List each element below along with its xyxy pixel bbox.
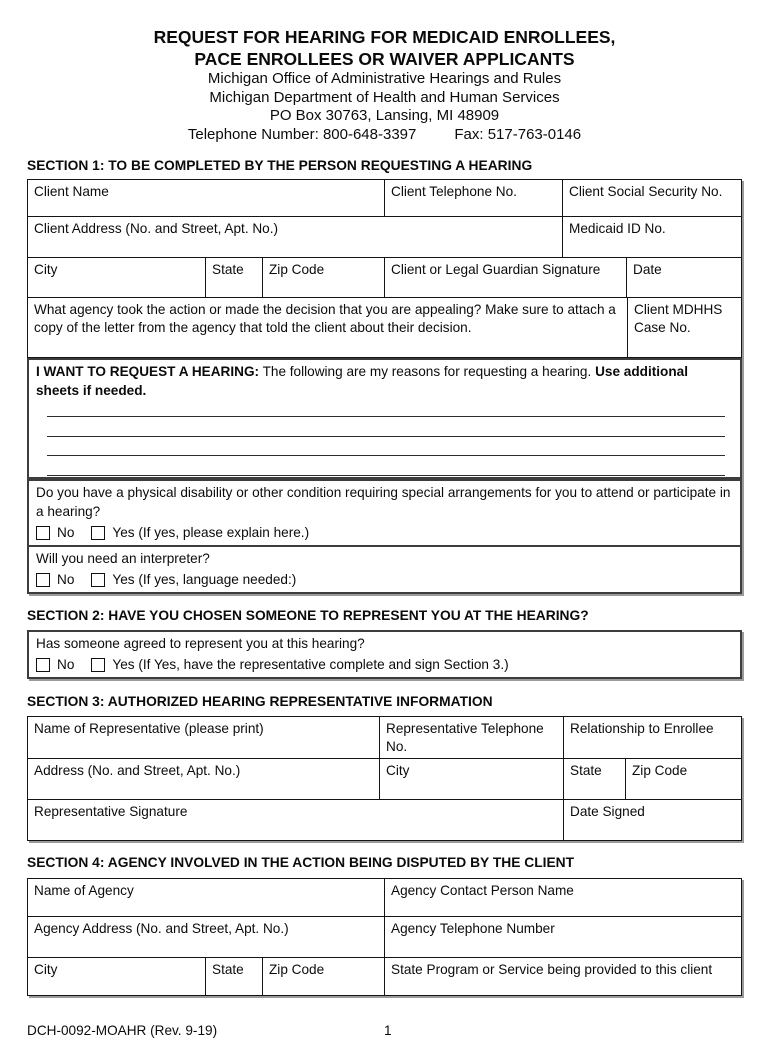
representation-answer-row — [36, 655, 733, 674]
label-agency-city: City — [34, 962, 58, 977]
cell-zip[interactable] — [263, 258, 385, 297]
hearing-reasons-text — [29, 360, 740, 403]
disability-question-block — [29, 481, 740, 547]
label-rep-telephone: Representative Telephone No. — [386, 721, 544, 754]
page-footer — [27, 1023, 742, 1038]
label-agency-state: State — [212, 962, 244, 977]
issuing-department: Michigan Department of Health and Human Services — [209, 88, 560, 106]
cell-city[interactable] — [28, 258, 206, 297]
section2-title: SECTION 2: HAVE YOU CHOSEN SOMEONE TO REPRESENT YOU AT THE HEARING? — [27, 608, 589, 623]
disability-yes-label: Yes (If yes, please explain here.) — [112, 525, 310, 540]
interpreter-yes-checkbox[interactable] — [91, 573, 105, 587]
label-agency-zip: Zip Code — [269, 962, 325, 977]
cell-client-ssn[interactable] — [563, 180, 741, 216]
cell-agency-state[interactable] — [206, 958, 263, 995]
table-row — [28, 759, 741, 800]
page-number: 1 — [384, 1023, 392, 1038]
section1-title: SECTION 1: TO BE COMPLETED BY THE PERSON REQUESTING A HEARING — [27, 158, 533, 173]
cell-date-signed[interactable] — [564, 800, 741, 840]
representation-no-label: No — [57, 657, 75, 672]
cell-rep-zip[interactable] — [626, 759, 741, 799]
label-relationship: Relationship to Enrollee — [570, 721, 714, 736]
fax-number: Fax: 517-763-0146 — [454, 125, 582, 143]
label-date-signed: Date Signed — [570, 804, 645, 819]
table-row — [28, 217, 741, 258]
cell-mdhhs-case-no[interactable] — [628, 298, 741, 357]
label-city: City — [34, 262, 58, 277]
cell-rep-address[interactable] — [28, 759, 380, 799]
table-row — [28, 298, 741, 357]
interpreter-no-checkbox[interactable] — [36, 573, 50, 587]
label-rep-state: State — [570, 763, 602, 778]
disability-question: Do you have a physical disability or other condition requiring special arrangements for you to attend or participate in a hearing? — [36, 485, 731, 519]
label-mdhhs-case-no: Client MDHHS Case No. — [634, 302, 723, 335]
telephone-number: Telephone Number: 800-648-3397 — [187, 125, 417, 143]
label-guardian-signature: Client or Legal Guardian Signature — [391, 262, 601, 277]
interpreter-question-block — [29, 547, 740, 592]
label-state-program: State Program or Service being provided to this client — [391, 962, 713, 977]
label-state: State — [212, 262, 244, 277]
cell-agency-question[interactable] — [28, 298, 628, 357]
cell-rep-state[interactable] — [564, 759, 626, 799]
label-rep-signature: Representative Signature — [34, 804, 188, 819]
cell-relationship[interactable] — [564, 717, 741, 758]
label-agency-telephone: Agency Telephone Number — [391, 921, 555, 936]
disability-no-checkbox[interactable] — [36, 526, 50, 540]
table-row — [28, 917, 741, 958]
representation-yes-label: Yes (If Yes, have the representative complete and sign Section 3.) — [112, 657, 509, 672]
interpreter-question: Will you need an interpreter? — [36, 551, 210, 566]
section1-table — [27, 179, 742, 358]
cell-state-program[interactable] — [385, 958, 741, 995]
cell-agency-telephone[interactable] — [385, 917, 741, 957]
table-row — [28, 879, 741, 917]
section4-title: SECTION 4: AGENCY INVOLVED IN THE ACTION BEING DISPUTED BY THE CLIENT — [27, 855, 575, 870]
label-agency-question: What agency took the action or made the decision that you are appealing? Make sure to attach a copy of the letter from the agency that told the client about their decision. — [34, 302, 616, 335]
label-agency-name: Name of Agency — [34, 883, 134, 898]
disability-yes-checkbox[interactable] — [91, 526, 105, 540]
label-zip: Zip Code — [269, 262, 325, 277]
cell-guardian-signature[interactable] — [385, 258, 627, 297]
cell-client-name[interactable] — [28, 180, 385, 216]
label-client-telephone: Client Telephone No. — [391, 184, 517, 199]
disability-answer-row — [36, 523, 733, 542]
cell-state[interactable] — [206, 258, 263, 297]
writing-line[interactable] — [47, 475, 725, 476]
label-agency-address: Agency Address (No. and Street, Apt. No.) — [34, 921, 289, 936]
label-rep-zip: Zip Code — [632, 763, 688, 778]
label-rep-name: Name of Representative (please print) — [34, 721, 264, 736]
interpreter-no-label: No — [57, 572, 75, 587]
label-medicaid-id: Medicaid ID No. — [569, 221, 666, 236]
section4-table — [27, 878, 742, 996]
label-client-ssn: Client Social Security No. — [569, 184, 723, 199]
table-row — [28, 717, 741, 759]
cell-agency-contact[interactable] — [385, 879, 741, 916]
cell-agency-address[interactable] — [28, 917, 385, 957]
hearing-reasons-tail: Use additional sheets if needed. — [36, 364, 688, 398]
form-number: DCH-0092-MOAHR (Rev. 9-19) — [27, 1023, 218, 1038]
cell-agency-city[interactable] — [28, 958, 206, 995]
representation-no-checkbox[interactable] — [36, 658, 50, 672]
hearing-reasons-lead: I WANT TO REQUEST A HEARING: — [36, 364, 260, 379]
form-title-line2: PACE ENROLLEES OR WAIVER APPLICANTS — [194, 49, 575, 69]
section3-table — [27, 716, 742, 841]
label-rep-address: Address (No. and Street, Apt. No.) — [34, 763, 241, 778]
cell-rep-signature[interactable] — [28, 800, 564, 840]
label-client-address: Client Address (No. and Street, Apt. No.) — [34, 221, 279, 236]
mailing-address: PO Box 30763, Lansing, MI 48909 — [269, 107, 500, 124]
cell-rep-city[interactable] — [380, 759, 564, 799]
issuing-office: Michigan Office of Administrative Hearings and Rules — [207, 70, 562, 87]
table-row — [28, 958, 741, 995]
writing-line[interactable] — [47, 436, 725, 437]
contact-line — [27, 126, 742, 145]
table-row — [28, 258, 741, 298]
cell-medicaid-id[interactable] — [563, 217, 741, 257]
cell-agency-zip[interactable] — [263, 958, 385, 995]
disability-no-label: No — [57, 525, 75, 540]
representation-question-block — [29, 632, 740, 677]
representation-yes-checkbox[interactable] — [91, 658, 105, 672]
table-row — [28, 180, 741, 217]
label-client-name: Client Name — [34, 184, 109, 199]
label-rep-city: City — [386, 763, 410, 778]
interpreter-yes-label: Yes (If yes, language needed:) — [112, 572, 297, 587]
representation-question: Has someone agreed to represent you at this hearing? — [36, 636, 365, 651]
cell-rep-telephone[interactable] — [380, 717, 564, 758]
table-row — [28, 800, 741, 840]
form-header — [27, 26, 742, 144]
cell-date[interactable] — [627, 258, 741, 297]
accommodations-box — [27, 479, 742, 594]
label-agency-contact: Agency Contact Person Name — [391, 883, 574, 898]
interpreter-answer-row — [36, 570, 733, 589]
representation-box — [27, 630, 742, 679]
cell-rep-name[interactable] — [28, 717, 380, 758]
cell-agency-name[interactable] — [28, 879, 385, 916]
hearing-reasons-box — [27, 358, 742, 479]
writing-line[interactable] — [47, 416, 725, 417]
form-title-line1: REQUEST FOR HEARING FOR MEDICAID ENROLLEES, — [153, 27, 616, 47]
writing-line[interactable] — [47, 455, 725, 456]
section3-title: SECTION 3: AUTHORIZED HEARING REPRESENTATIVE INFORMATION — [27, 694, 493, 709]
cell-client-telephone[interactable] — [385, 180, 563, 216]
hearing-reasons-middle: The following are my reasons for requesting a hearing. — [259, 364, 596, 379]
label-date: Date — [633, 262, 662, 277]
cell-client-address[interactable] — [28, 217, 563, 257]
